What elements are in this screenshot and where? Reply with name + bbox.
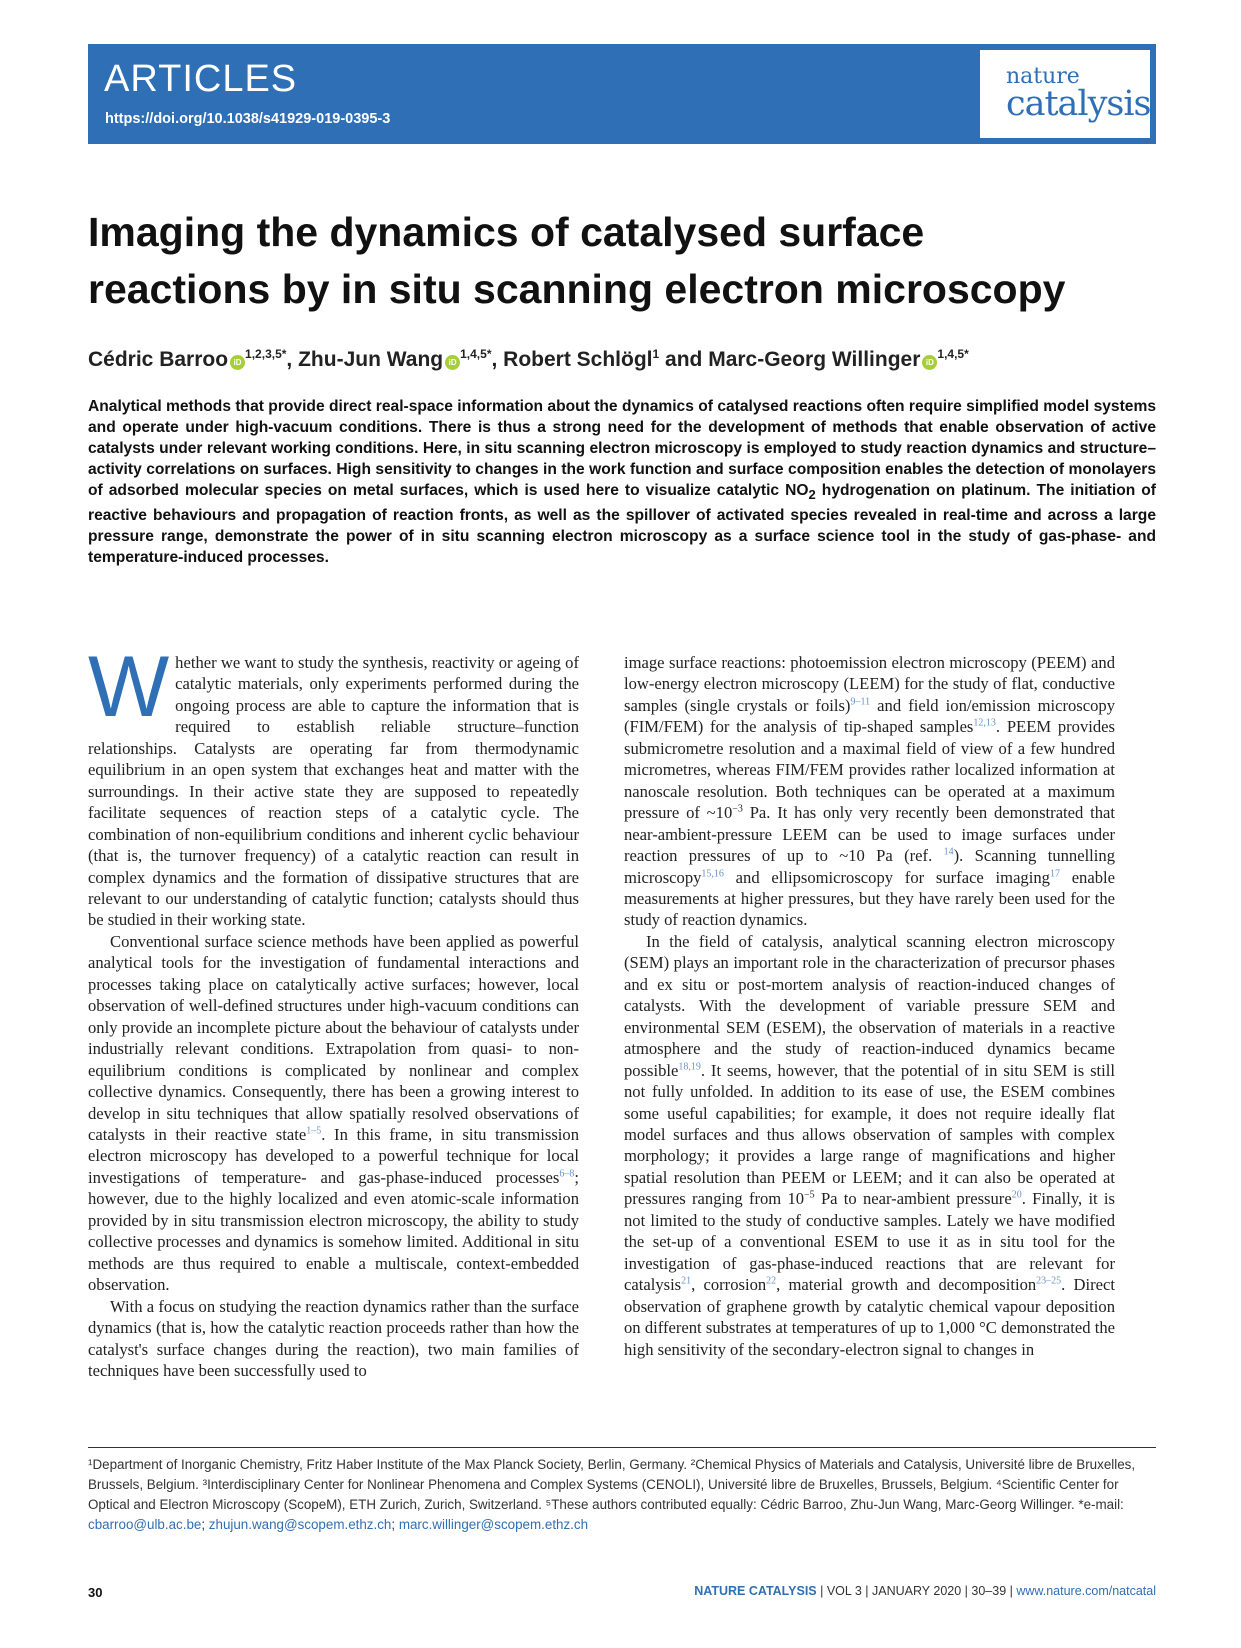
orcid-icon[interactable]: iD bbox=[922, 355, 937, 370]
journal-logo bbox=[980, 50, 1150, 138]
paragraph-text: Conventional surface science methods have been applied as powerful analytical tools for the investigation of fundamental interactions and processes taking place on catalytically active surfaces; however, local observation of well-defined structures under high-vacuum conditions can only provide an incomplete picture about the behaviour of catalysts under industrially relevant conditions. Extrapolation from quasi- to non-equilibrium conditions is complicated by nonlinear and complex collective dynamics. Consequently, there has been a growing interest to develop in situ techniques that allow spatially resolved observations of catalysts in their reactive state bbox=[88, 931, 579, 1144]
orcid-icon[interactable]: iD bbox=[230, 355, 245, 370]
author-affiliation-marks: 1,4,5* bbox=[460, 347, 492, 361]
body-column-right bbox=[624, 652, 1115, 1360]
body-paragraph bbox=[88, 1296, 579, 1382]
citation-ref[interactable]: 18,19 bbox=[678, 1061, 701, 1073]
author-separator: , bbox=[286, 348, 299, 371]
paragraph-text: and field ion/emission microscopy (FIM/FEM) for the analysis of tip-shaped samples bbox=[624, 695, 1115, 737]
paragraph-text: With a focus on studying the reaction dynamics rather than the surface dynamics (that is, how the catalytic reaction proceeds rather than how the catalyst's surface changes during the reaction), two main families of techniques have been successfully used to bbox=[88, 1296, 579, 1380]
citation-ref[interactable]: 17 bbox=[1049, 868, 1060, 879]
paragraph-text: . Finally, it is not limited to the study of conductive samples. Lately we have modified the set-up of a conventional ESEM to use it as in situ tool for the investigation of gas-phase-induced reactions that are relevant for catalysis bbox=[624, 1189, 1115, 1295]
dropcap: W bbox=[88, 639, 170, 735]
body-column-left bbox=[88, 639, 579, 1381]
logo-catalysis-text: catalysis bbox=[1006, 84, 1151, 124]
paragraph-text: , corrosion bbox=[691, 1275, 767, 1295]
citation-ref[interactable]: 14 bbox=[943, 846, 954, 858]
author-separator: , bbox=[491, 348, 504, 371]
paragraph-text: hether we want to study the synthesis, reactivity or ageing of catalytic materials, only experiments performed during the ongoing process are able to capture the information that is required to establish reliable structure–function relationships. Catalysts are operating far from thermodynamic equilibrium in an open system that exchanges heat and matter with the surroundings. In their active state they are supposed to repeatedly facilitate sequences of reaction steps of a catalytic cycle. The combination of non-equilibrium conditions and inherent cyclic behaviour (that is, the turnover frequency) of a catalytic reaction can result in complex dynamics and the formation of dissipative structures that are relevant to our understanding of catalytic function; catalysts should thus be studied in their working state. bbox=[88, 653, 579, 930]
paragraph-text: image surface reactions: photoemission electron microscopy (PEEM) and low-energy electron microscopy (LEEM) for the study of flat, conductive samples (single crystals or foils) bbox=[624, 653, 1115, 715]
email-link[interactable]: zhujun.wang@scopem.ethz.ch bbox=[208, 1517, 392, 1532]
body-paragraph bbox=[624, 652, 1115, 931]
paragraph-text: enable measurements at higher pressures, but they have rarely been used for the study of reaction dynamics. bbox=[624, 867, 1115, 930]
author-list bbox=[88, 347, 1158, 372]
author-affiliation-marks: 1,2,3,5* bbox=[245, 347, 287, 361]
footer-citation bbox=[694, 1584, 1156, 1598]
separator: ; bbox=[201, 1517, 209, 1532]
citation-ref[interactable]: 23–25 bbox=[1036, 1275, 1062, 1287]
paragraph-text: . Direct observation of graphene growth by catalytic chemical vapour deposition on different substrates at temperatures of up to 1,000 °C demonstrated the high sensitivity of the secondary-electron signal to changes in bbox=[624, 1275, 1115, 1359]
abstract bbox=[88, 396, 1156, 568]
section-label: ARTICLES bbox=[104, 58, 298, 100]
abstract-subscript: 2 bbox=[808, 487, 816, 503]
paragraph-text: ). Scanning tunnelling microscopy bbox=[624, 846, 1115, 887]
article-title bbox=[88, 204, 1158, 318]
doi-link[interactable]: https://doi.org/10.1038/s41929-019-0395-3 bbox=[105, 111, 391, 127]
citation-ref[interactable]: 9–11 bbox=[850, 696, 871, 708]
footer-meta: | VOL 3 | JANUARY 2020 | 30–39 | bbox=[816, 1584, 1017, 1598]
paragraph-text: , material growth and decomposition bbox=[776, 1275, 1037, 1295]
author-affiliation-marks: 1 bbox=[652, 347, 660, 361]
paragraph-text: Pa. It has only very recently been demonstrated that near-ambient-pressure LEEM can be used to image surfaces under reaction pressures of up to ~10 Pa (ref. bbox=[624, 803, 1116, 866]
email-link[interactable]: marc.willinger@scopem.ethz.ch bbox=[398, 1517, 589, 1532]
affiliations bbox=[88, 1455, 1156, 1535]
paragraph-text: ; however, due to the highly localized and even atomic-scale information provided by in situ transmission electron microscopy, the ability to study collective processes and dynamics is somehow limited. Additional in situ methods are thus required to enable a multiscale, context-embedded observation. bbox=[88, 1167, 579, 1295]
author-name: Marc-Georg Willinger bbox=[708, 348, 921, 371]
paragraph-text: . PEEM provides submicrometre resolution and a maximal field of view of a few hundred micrometres, whereas FIM/FEM provides rather localized information at nanoscale resolution. Both techniques can be operated at a maximum pressure of ~10 bbox=[624, 717, 1115, 823]
citation-ref[interactable]: 22 bbox=[766, 1275, 777, 1287]
citation-ref[interactable]: 12,13 bbox=[973, 717, 996, 729]
author-name: Zhu-Jun Wang bbox=[298, 348, 444, 371]
title-line-1: Imaging the dynamics of catalysed surface bbox=[88, 209, 925, 255]
citation-ref[interactable]: 6–8 bbox=[559, 1168, 575, 1180]
citation-ref[interactable]: 20 bbox=[1011, 1189, 1022, 1201]
body-paragraph bbox=[624, 931, 1115, 1360]
header-banner bbox=[88, 44, 1156, 144]
paragraph-text: In the field of catalysis, analytical scanning electron microscopy (SEM) plays an important role in the characterization of precursor phases and ex situ or post-mortem analysis of reaction-induced changes of catalysts. With the development of variable pressure SEM and environmental SEM (ESEM), the observation of materials in a reactive atmosphere and the study of reaction-induced dynamics became possible bbox=[624, 931, 1115, 1080]
orcid-icon[interactable]: iD bbox=[445, 355, 460, 370]
citation-ref[interactable]: 1–5 bbox=[306, 1125, 322, 1137]
body-paragraph bbox=[88, 931, 579, 1296]
affiliations-text: ¹Department of Inorganic Chemistry, Fritz Haber Institute of the Max Planck Society, Berlin, Germany. ²Chemical Physics of Materials and Catalysis, Université libre de Bruxelles, Brussels, Belgium. ³Interdisciplinary Center for Nonlinear Phenomena and Complex Systems (CENOLI), Université libre de Bruxelles, Brussels, Belgium. ⁴Scientific Center for Optical and Electron Microscopy (ScopeM), ETH Zurich, Zurich, Switzerland. ⁵These authors contributed equally: Cédric Barroo, Zhu-Jun Wang, Marc-Georg Willinger. *e-mail: bbox=[88, 1457, 1136, 1512]
author-name: Cédric Barroo bbox=[88, 348, 229, 371]
exponent: −5 bbox=[804, 1189, 815, 1201]
paragraph-text: . In this frame, in situ transmission electron microscopy has developed to a powerful technique for local investigations of temperature- and gas-phase-induced processes bbox=[88, 1124, 579, 1187]
paragraph-text: . It seems, however, that the potential of in situ SEM is still not fully unfolded. In addition to its ease of use, the ESEM combines some useful capabilities; for example, it does not require ideally flat model surfaces and thus allows observation of samples with complex morphology; it provides a large range of magnifications and higher spatial resolution than PEEM or LEEM; and it can also be operated at pressures ranging from 10 bbox=[624, 1060, 1115, 1209]
email-link[interactable]: cbarroo@ulb.ac.be bbox=[88, 1517, 202, 1532]
author-separator: and bbox=[659, 348, 709, 371]
abstract-text: Analytical methods that provide direct real-space information about the dynamics of catalysed reactions often require simplified model systems and operate under high-vacuum conditions. There is thus a strong need for the development of methods that enable observation of active catalysts under relevant working conditions. Here, in situ scanning electron microscopy is employed to study reaction dynamics and structure–activity correlations on surfaces. High sensitivity to changes in the work function and surface composition enables the detection of monolayers of adsorbed molecular species on metal surfaces, which is used here to visualize catalytic NO bbox=[88, 398, 1156, 499]
journal-url-link[interactable]: www.nature.com/natcatal bbox=[1016, 1584, 1156, 1598]
citation-ref[interactable]: 21 bbox=[681, 1275, 692, 1287]
footer-journal-name: NATURE CATALYSIS bbox=[694, 1584, 817, 1598]
abstract-text: hydrogenation on platinum. The initiation of reactive behaviours and propagation of reaction fronts, as well as the spillover of activated species revealed in real-time and across a large pressure range, demonstrate the power of in situ scanning electron microscopy as a surface science tool in the study of gas-phase- and temperature-induced processes. bbox=[88, 482, 1156, 567]
title-line-2: reactions by in situ scanning electron microscopy bbox=[88, 266, 1066, 312]
separator: ; bbox=[391, 1517, 399, 1532]
footnote-divider bbox=[88, 1447, 1156, 1448]
logo-nature-text: nature bbox=[1006, 64, 1080, 89]
body-paragraph bbox=[88, 639, 579, 931]
author-name: Robert Schlögl bbox=[503, 348, 653, 371]
paragraph-text: Pa to near-ambient pressure bbox=[814, 1189, 1012, 1209]
page-number: 30 bbox=[88, 1585, 103, 1600]
author-affiliation-marks: 1,4,5* bbox=[937, 347, 969, 361]
paragraph-text: and ellipsomicroscopy for surface imaging bbox=[723, 867, 1050, 887]
citation-ref[interactable]: 15,16 bbox=[701, 868, 724, 879]
exponent: −3 bbox=[732, 803, 743, 815]
